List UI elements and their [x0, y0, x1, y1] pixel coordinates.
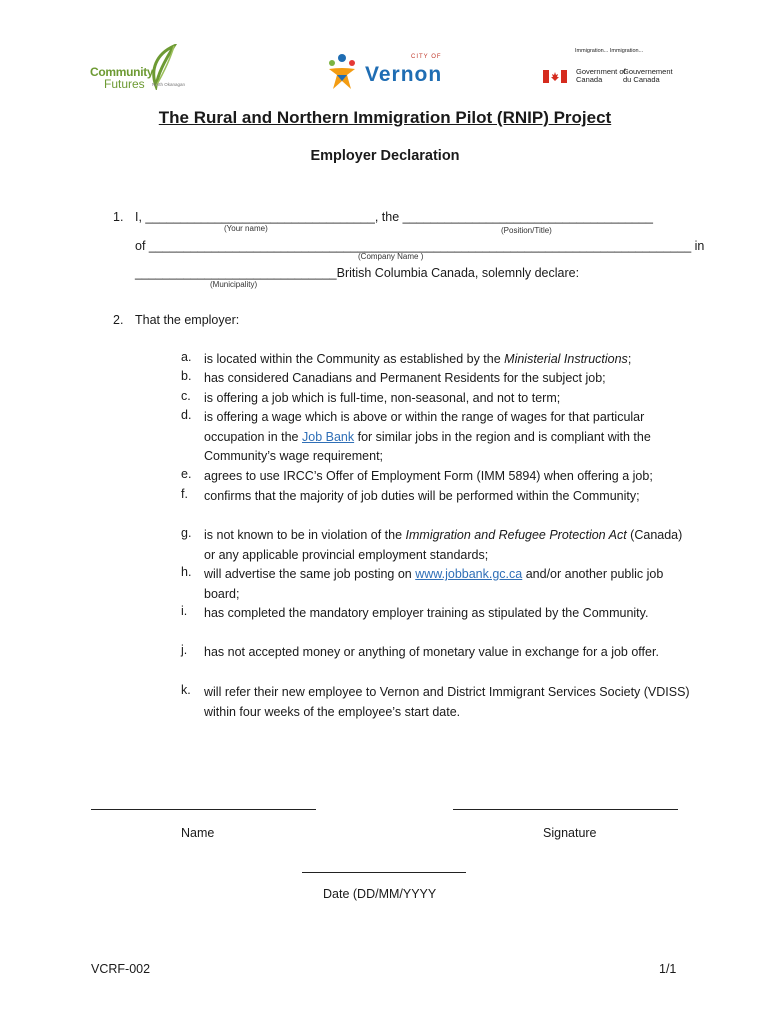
list-item: agrees to use IRCC’s Offer of Employment Form (IMM 5894) when offering a job;: [204, 469, 653, 483]
list-item: will refer their new employee to Vernon and District Immigrant Services Society (VDISS) within four weeks of the employee’s start date.: [204, 685, 690, 719]
list-item-letter: d.: [181, 408, 192, 422]
company-label: (Company Name ): [358, 252, 424, 261]
list-item: is offering a wage which is above or within the range of wages for that particular occupation in the Job Bank for similar jobs in the region and is compliant with the Community’s wage requirement;: [204, 410, 651, 463]
list-item: is located within the Community as established by the Ministerial Instructions;: [204, 352, 632, 366]
job-bank-link[interactable]: Job Bank: [302, 429, 355, 444]
list-item-letter: b.: [181, 369, 192, 383]
list-item-letter: g.: [181, 526, 192, 540]
form-code: VCRF-002: [91, 962, 151, 976]
cf-logo-line2: Futures: [104, 77, 145, 91]
list-item-letter: i.: [181, 604, 188, 618]
page-title: The Rural and Northern Immigration Pilot (RNIP) Project: [158, 108, 612, 127]
section1-line3[interactable]: _____________________________British Columbia Canada, solemnly declare:: [135, 266, 580, 280]
people-figure-icon: [325, 53, 359, 91]
name-signature-line[interactable]: [91, 809, 316, 810]
list-item-letter: h.: [181, 565, 192, 579]
list-item: has completed the mandatory employer training as stipulated by the Community.: [204, 606, 649, 620]
jobbank-url-link[interactable]: www.jobbank.gc.ca: [415, 567, 523, 581]
your-name-label: (Your name): [224, 224, 268, 233]
name-label: Name: [181, 826, 215, 840]
canada-flag-icon: [543, 70, 567, 83]
municipality-label: (Municipality): [210, 280, 258, 289]
cf-logo-small: North Okanagan: [152, 82, 186, 87]
list-item: is not known to be in violation of the Immigration and Refugee Protection Act (Canada) or any applicable provincial employment standards;: [204, 528, 683, 562]
signature-line[interactable]: [453, 809, 678, 810]
section1-line1[interactable]: I, _________________________________, the ____________________________________: [135, 210, 653, 224]
gov-name-fr: Gouvernement du Canada: [623, 67, 673, 84]
vernon-wordmark: Vernon: [365, 63, 443, 86]
cf-logo-line1: Community: [90, 65, 154, 79]
list-item-letter: f.: [181, 487, 188, 501]
list-item-letter: j.: [181, 643, 188, 657]
list-item-letter: c.: [181, 389, 191, 403]
signature-label: Signature: [543, 826, 597, 840]
community-futures-logo: [90, 44, 200, 94]
list-item-letter: a.: [181, 350, 192, 364]
section1-line2[interactable]: of ______________________________________________________________________________ in: [135, 239, 705, 253]
city-of-vernon-logo: [325, 50, 455, 92]
section1-number: 1.: [113, 210, 124, 224]
list-item: is offering a job which is full-time, non-seasonal, and not to term;: [204, 391, 561, 405]
page-number: 1/1: [659, 962, 677, 976]
date-line[interactable]: [302, 872, 466, 873]
list-item: confirms that the majority of job duties will be performed within the Community;: [204, 489, 640, 503]
gov-name-en: Government of Canada: [576, 67, 626, 84]
city-of-label: CITY OF: [411, 54, 442, 60]
section2-heading: That the employer:: [135, 313, 240, 327]
list-item: has considered Canadians and Permanent Residents for the subject job;: [204, 371, 606, 385]
list-item: has not accepted money or anything of monetary value in exchange for a job offer.: [204, 645, 659, 659]
list-item: will advertise the same job posting on www.jobbank.gc.ca and/or another public job board;: [204, 567, 664, 601]
date-label: Date (DD/MM/YYYY: [323, 887, 437, 901]
page-subtitle: Employer Declaration: [310, 148, 460, 164]
position-label: (Position/Title): [501, 226, 552, 235]
gov-tagline: Immigration... Immigration...: [575, 48, 644, 54]
list-item-letter: e.: [181, 467, 192, 481]
section2-number: 2.: [113, 313, 124, 327]
list-item-letter: k.: [181, 683, 191, 697]
